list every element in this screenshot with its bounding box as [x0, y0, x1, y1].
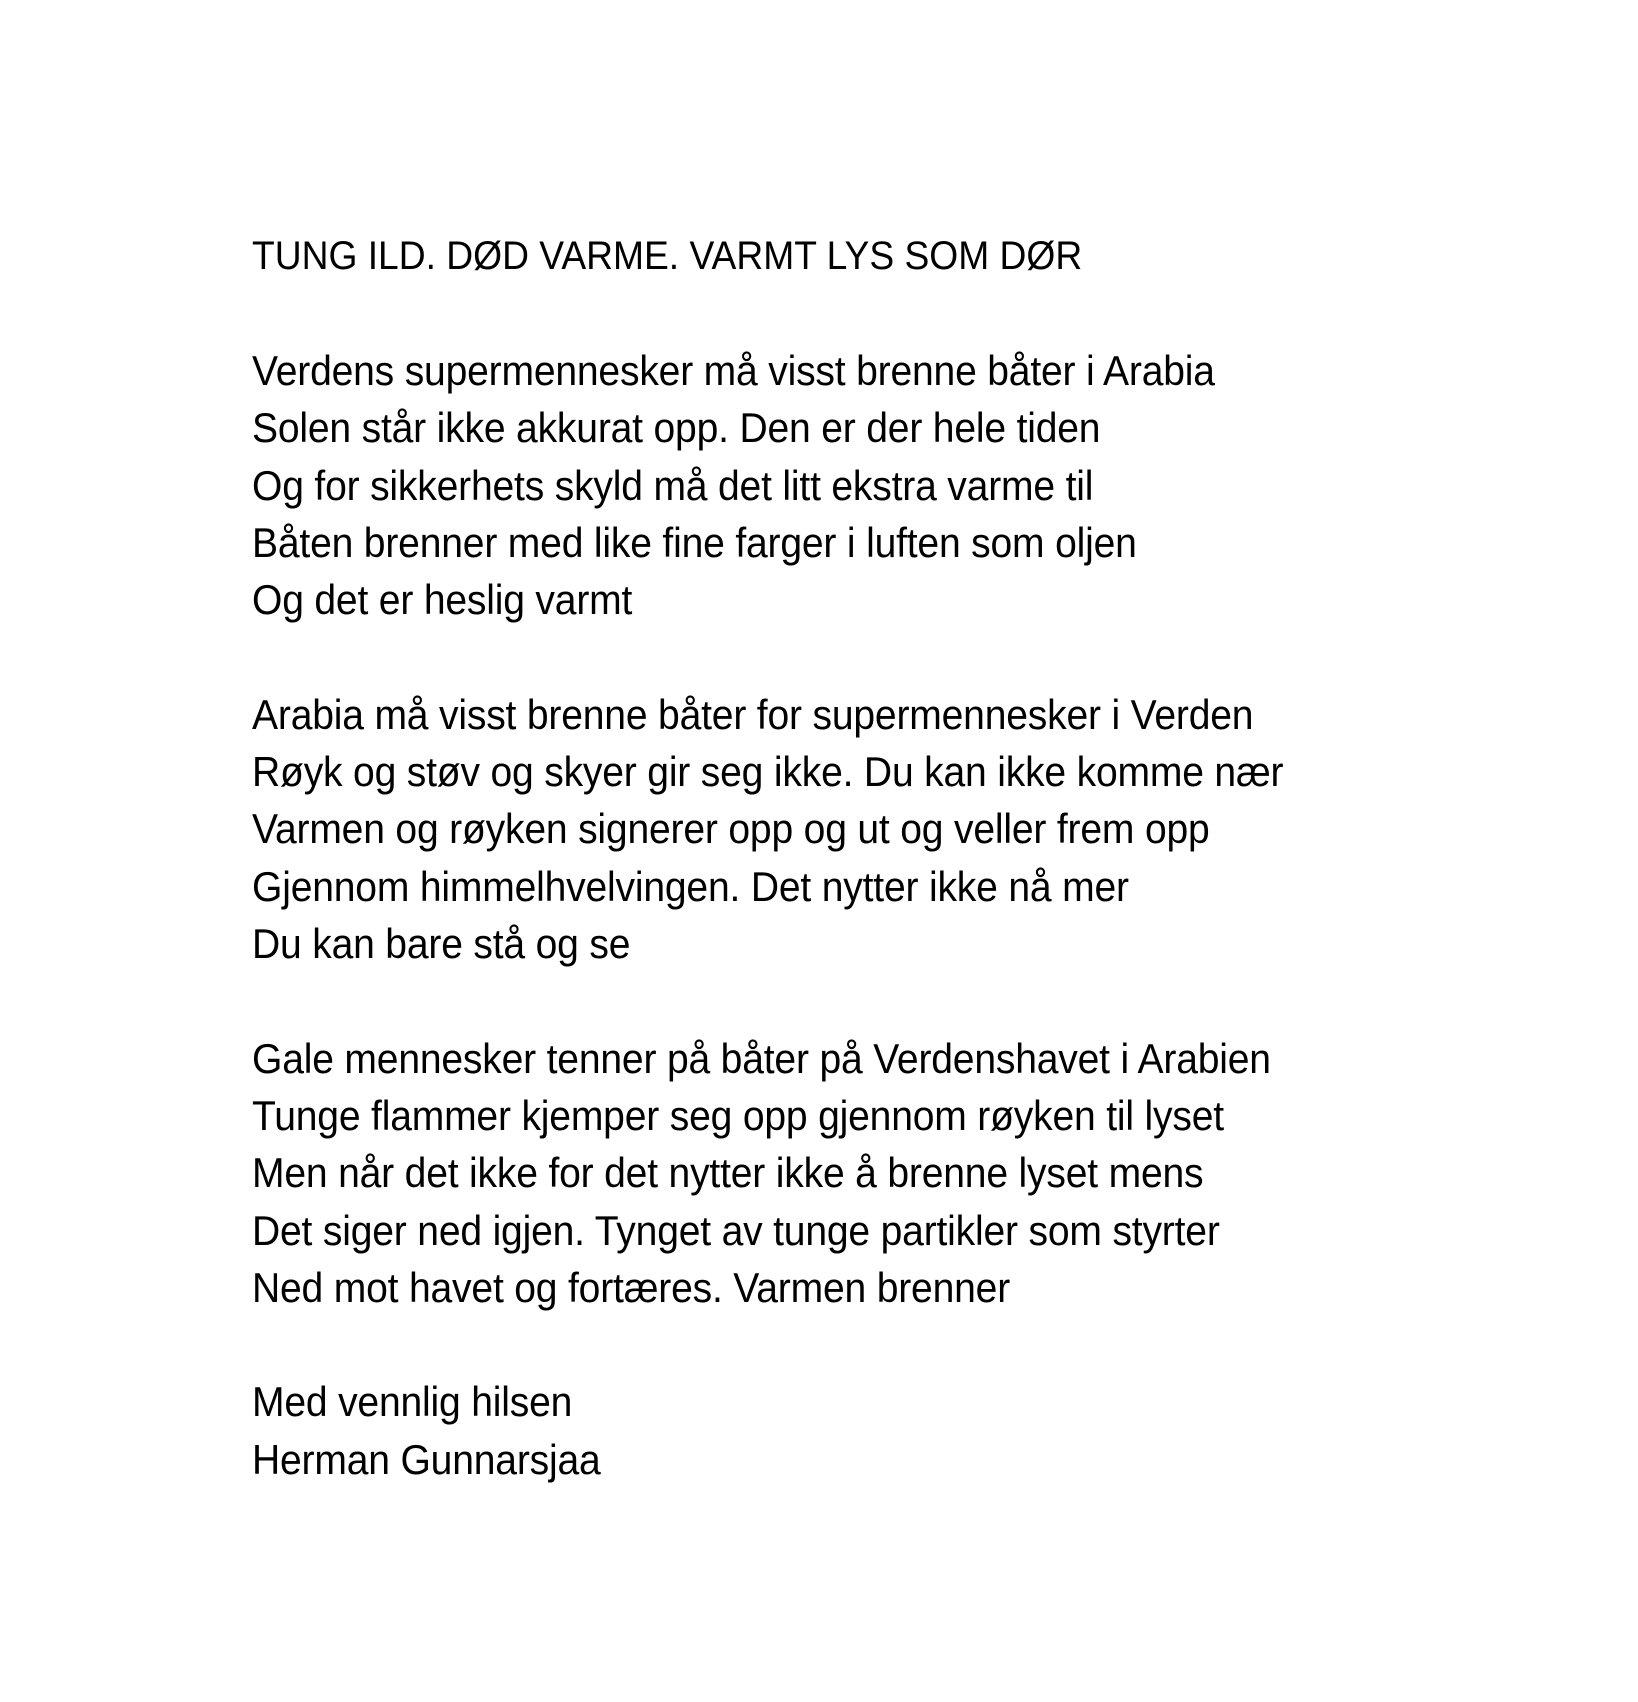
- poem-line: Tunge flammer kjemper seg opp gjennom røyken til lyset: [252, 1092, 1224, 1139]
- poem-title: TUNG ILD. DØD VARME. VARMT LYS SOM DØR: [252, 234, 1083, 278]
- poem-line: Ned mot havet og fortæres. Varmen brenner: [252, 1264, 1011, 1311]
- poem-line: Verdens supermennesker må visst brenne båter i Arabia: [252, 347, 1215, 394]
- poem-line: Solen står ikke akkurat opp. Den er der hele tiden: [252, 404, 1101, 451]
- poem-line: Og for sikkerhets skyld må det litt ekstra varme til: [252, 462, 1094, 509]
- signoff-greeting: Med vennlig hilsen: [252, 1378, 573, 1425]
- poem-line: Gjennom himmelhvelvingen. Det nytter ikke nå mer: [252, 863, 1129, 910]
- poem-line: Gale mennesker tenner på båter på Verdenshavet i Arabien: [252, 1035, 1271, 1082]
- poem-line: Røyk og støv og skyer gir seg ikke. Du kan ikke komme nær: [252, 748, 1284, 795]
- poem-line: Det siger ned igjen. Tynget av tunge partikler som styrter: [252, 1207, 1220, 1254]
- signoff-name: Herman Gunnarsjaa: [252, 1436, 601, 1483]
- poem-line: Arabia må visst brenne båter for supermennesker i Verden: [252, 691, 1254, 738]
- poem-line: Men når det ikke for det nytter ikke å brenne lyset mens: [252, 1149, 1204, 1196]
- poem-line: Varmen og røyken signerer opp og ut og veller frem opp: [252, 805, 1210, 852]
- poem-line: Og det er heslig varmt: [252, 576, 633, 623]
- poem-line: Båten brenner med like fine farger i luften som oljen: [252, 519, 1137, 566]
- poem-line: Du kan bare stå og se: [252, 920, 631, 967]
